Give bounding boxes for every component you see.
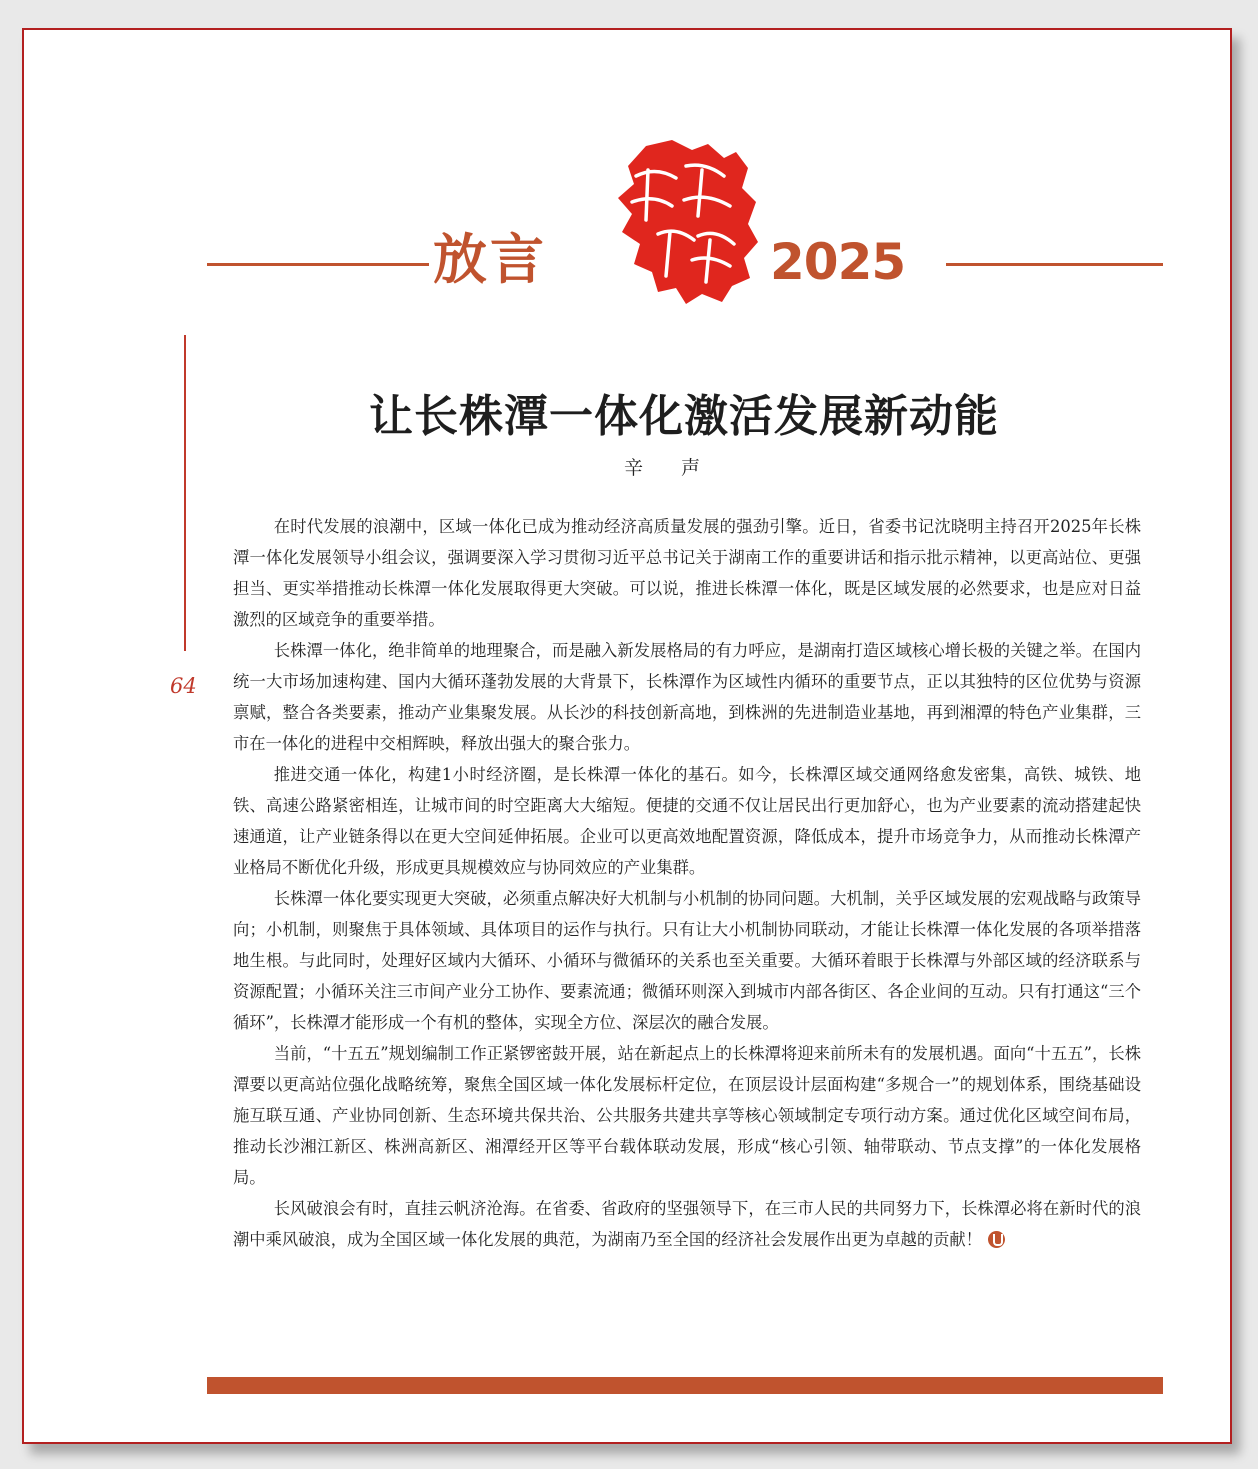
end-mark-icon bbox=[988, 1231, 1005, 1248]
paragraph: 长株潭一体化，绝非简单的地理聚合，而是融入新发展格局的有力呼应，是湖南打造区域核心增长极的关键之举。在国内统一大市场加速构建、国内大循环蓬勃发展的大背景下，长株潭作为区域性内循环的重要节点，正以其独特的区位优势与资源禀赋，整合各类要素，推动产业集聚发展。从长沙的科技创新高地，到株洲的先进制造业基地，再到湘潭的特色产业集群，三市在一体化的进程中交相辉映，释放出强大的聚合张力。 bbox=[233, 641, 1141, 753]
paragraph-text: 长风破浪会有时，直挂云帆济沧海。在省委、省政府的坚强领导下，在三市人民的共同努力下，长株潭必将在新时代的浪潮中乘风破浪，成为全国区域一体化发展的典范，为湖南乃至全国的经济社会发展作出更为卓越的贡献！ bbox=[233, 1199, 1141, 1249]
header-rule-right bbox=[946, 263, 1163, 266]
magazine-page bbox=[22, 28, 1232, 1444]
paragraph: 在时代发展的浪潮中，区域一体化已成为推动经济高质量发展的强劲引擎。近日，省委书记沈晓明主持召开2025年长株潭一体化发展领导小组会议，强调要深入学习贯彻习近平总书记关于湖南工作的重要讲话和指示批示精神，以更高站位、更强担当、更实举措推动长株潭一体化发展取得更大突破。可以说，推进长株潭一体化，既是区域发展的必然要求，也是应对日益激烈的区域竞争的重要举措。 bbox=[233, 517, 1141, 629]
footer-bar bbox=[207, 1377, 1163, 1394]
page-number: 64 bbox=[170, 674, 197, 698]
paragraph: 当前，“十五五”规划编制工作正紧锣密鼓开展，站在新起点上的长株潭将迎来前所未有的发展机遇。面向“十五五”，长株潭要以更高站位强化战略统筹，聚焦全国区域一体化发展标杆定位，在顶层设计层面构建“多规合一”的规划体系，围绕基础设施互联互通、产业协同创新、生态环境共保共治、公共服务共建共享等核心领域制定专项行动方案。通过优化区域空间布局，推动长沙湘江新区、株洲高新区、湘潭经开区等平台载体联动发展，形成“核心引领、轴带联动、节点支撑”的一体化发展格局。 bbox=[233, 1044, 1141, 1187]
paragraph: 推进交通一体化，构建1小时经济圈，是长株潭一体化的基石。如今，长株潭区域交通网络愈发密集，高铁、城铁、地铁、高速公路紧密相连，让城市间的时空距离大大缩短。便捷的交通不仅让居民出行更加舒心，也为产业要素的流动搭建起快速通道，让产业链条得以在更大空间延伸拓展。企业可以更高效地配置资源，降低成本，提升市场竞争力，从而推动长株潭产业格局不断优化升级，形成更具规模效应与协同效应的产业集群。 bbox=[233, 765, 1141, 877]
hunan-map-logo-icon bbox=[606, 136, 766, 306]
article-title: 让长株潭一体化激活发展新动能 bbox=[369, 391, 999, 443]
article-author: 辛 声 bbox=[624, 457, 717, 479]
paragraph: 长株潭一体化要实现更大突破，必须重点解决好大机制与小机制的协同问题。大机制，关乎区域发展的宏观战略与政策导向；小机制，则聚焦于具体领域、具体项目的运作与执行。只有让大小机制协同联动，才能让长株潭一体化发展的各项举措落地生根。与此同时，处理好区域内大循环、小循环与微循环的关系也至关重要。大循环着眼于长株潭与外部区域的经济联系与资源配置；小循环关注三市间产业分工协作、要素流通；微循环则深入到城市内部各街区、各企业间的互动。只有打通这“三个循环”，长株潭才能形成一个有机的整体，实现全方位、深层次的融合发展。 bbox=[233, 889, 1141, 1032]
side-rule bbox=[184, 335, 186, 651]
paragraph-last bbox=[233, 1193, 1141, 1255]
column-name: 放言 bbox=[433, 228, 547, 291]
header-rule-left bbox=[207, 263, 429, 266]
column-year: 2025 bbox=[770, 233, 906, 291]
article-body bbox=[233, 511, 1141, 1255]
